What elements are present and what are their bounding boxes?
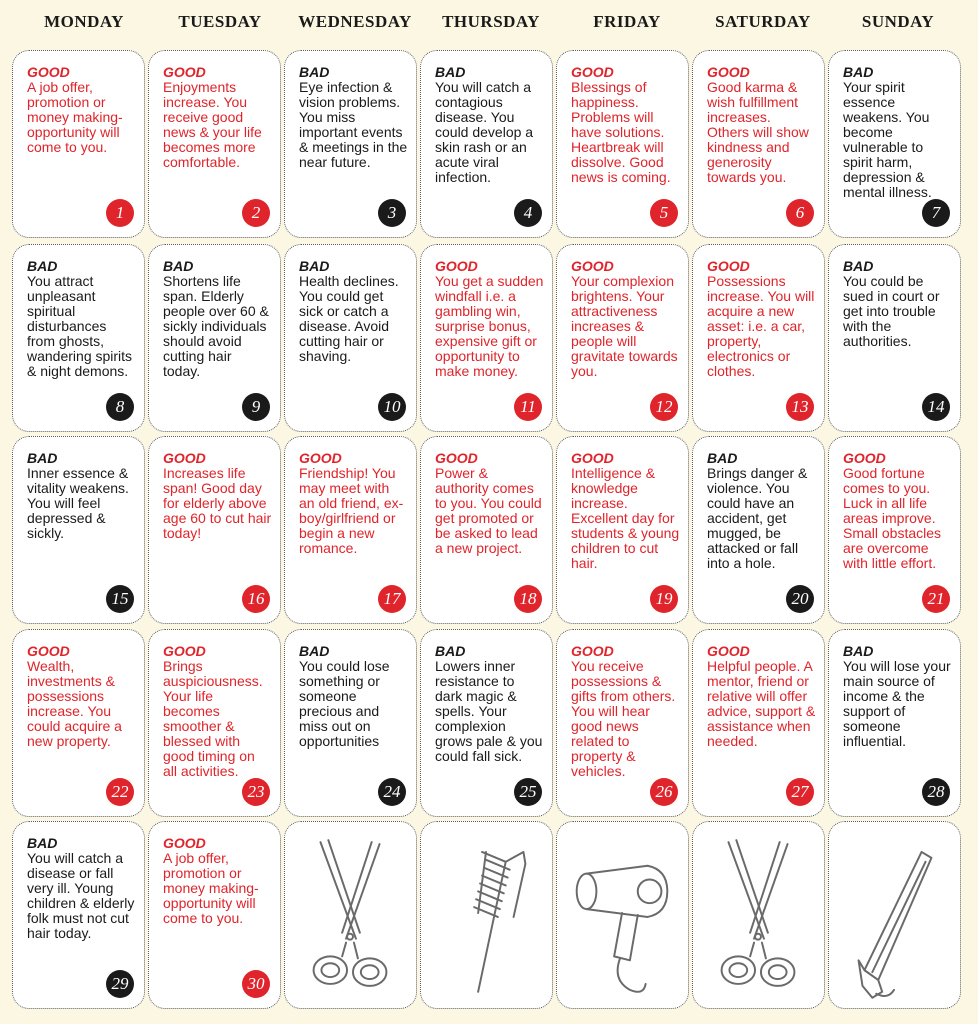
day-number-badge: 17 bbox=[378, 585, 406, 613]
day-description: Friendship! You may meet with an old friend, ex-boy/girlfriend or begin a new romance. bbox=[299, 465, 404, 556]
day-number-badge: 8 bbox=[106, 393, 134, 421]
day-cell-24 bbox=[284, 629, 417, 817]
day-number-badge: 4 bbox=[514, 199, 542, 227]
day-cell-19 bbox=[556, 436, 689, 624]
day-content bbox=[435, 259, 544, 379]
day-cell-7 bbox=[828, 50, 961, 238]
day-description: You will catch a contagious disease. You could develop a skin rash or an acute viral infection. bbox=[435, 79, 534, 185]
day-content bbox=[707, 451, 816, 571]
day-number-badge: 22 bbox=[106, 778, 134, 806]
day-rating: BAD bbox=[843, 258, 874, 274]
day-rating: GOOD bbox=[163, 643, 206, 659]
day-description: A job offer, promotion or money making-opportunity will come to you. bbox=[163, 850, 259, 926]
day-number-badge: 26 bbox=[650, 778, 678, 806]
day-cell-21 bbox=[828, 436, 961, 624]
day-cell-25 bbox=[420, 629, 553, 817]
tool-cell-5 bbox=[828, 821, 961, 1009]
day-content bbox=[163, 644, 272, 779]
day-rating: GOOD bbox=[571, 258, 614, 274]
day-description: You will catch a disease or fall very ill. Young children & elderly folk must not cut hair today. bbox=[27, 850, 135, 941]
day-cell-11 bbox=[420, 244, 553, 432]
day-rating: GOOD bbox=[27, 64, 70, 80]
day-description: Inner essence & vitality weakens. You will feel depressed & sickly. bbox=[27, 465, 129, 541]
day-description: Health declines. You could get sick or catch a disease. Avoid cutting hair or shaving. bbox=[299, 273, 399, 364]
day-rating: GOOD bbox=[163, 835, 206, 851]
day-rating: BAD bbox=[435, 643, 466, 659]
day-rating: GOOD bbox=[843, 450, 886, 466]
day-description: Helpful people. A mentor, friend or relative will offer advice, support & assistance when needed. bbox=[707, 658, 816, 749]
day-rating: BAD bbox=[707, 450, 738, 466]
day-content bbox=[27, 65, 136, 155]
day-number-badge: 30 bbox=[242, 970, 270, 998]
day-rating: GOOD bbox=[571, 450, 614, 466]
day-rating: GOOD bbox=[435, 258, 478, 274]
day-description: You could be sued in court or get into trouble with the authorities. bbox=[843, 273, 940, 349]
day-number-badge: 19 bbox=[650, 585, 678, 613]
day-description: Enjoyments increase. You receive good news & your life becomes more comfortable. bbox=[163, 79, 262, 170]
day-number-badge: 11 bbox=[514, 393, 542, 421]
day-rating: BAD bbox=[843, 643, 874, 659]
day-content bbox=[707, 259, 816, 379]
day-description: Your spirit essence weakens. You become vulnerable to spirit harm, depression & mental illness. bbox=[843, 79, 932, 200]
day-number-badge: 18 bbox=[514, 585, 542, 613]
day-number-badge: 24 bbox=[378, 778, 406, 806]
day-number-badge: 3 bbox=[378, 199, 406, 227]
day-cell-9 bbox=[148, 244, 281, 432]
day-cell-15 bbox=[12, 436, 145, 624]
day-description: Brings auspiciousness. Your life becomes smoother & blessed with good timing on all activities. bbox=[163, 658, 263, 779]
day-description: Your complexion brightens. Your attractiveness increases & people will gravitate towards you. bbox=[571, 273, 678, 379]
day-cell-23 bbox=[148, 629, 281, 817]
day-content bbox=[571, 451, 680, 571]
day-rating: GOOD bbox=[571, 643, 614, 659]
day-content bbox=[299, 451, 408, 556]
day-cell-8 bbox=[12, 244, 145, 432]
day-number-badge: 9 bbox=[242, 393, 270, 421]
day-cell-1 bbox=[12, 50, 145, 238]
day-cell-10 bbox=[284, 244, 417, 432]
day-rating: BAD bbox=[27, 835, 58, 851]
day-content bbox=[707, 644, 816, 749]
day-cell-18 bbox=[420, 436, 553, 624]
day-cell-6 bbox=[692, 50, 825, 238]
day-cell-3 bbox=[284, 50, 417, 238]
weekday-wednesday: WEDNESDAY bbox=[298, 12, 412, 31]
weekday-monday: MONDAY bbox=[44, 12, 124, 31]
day-description: You get a sudden windfall i.e. a gambling win, surprise bonus, expensive gift or opportunity to make money. bbox=[435, 273, 544, 379]
day-cell-29 bbox=[12, 821, 145, 1009]
day-rating: BAD bbox=[163, 258, 194, 274]
day-rating: BAD bbox=[299, 643, 330, 659]
day-number-badge: 15 bbox=[106, 585, 134, 613]
day-description: Good karma & wish fulfillment increases. Others will show kindness and generosity towards you. bbox=[707, 79, 809, 185]
day-content bbox=[27, 836, 136, 941]
day-rating: GOOD bbox=[163, 450, 206, 466]
day-number-badge: 16 bbox=[242, 585, 270, 613]
day-content bbox=[163, 259, 272, 379]
day-cell-4 bbox=[420, 50, 553, 238]
day-rating: BAD bbox=[843, 64, 874, 80]
day-content bbox=[435, 65, 544, 185]
day-rating: BAD bbox=[299, 258, 330, 274]
day-description: A job offer, promotion or money making-opportunity will come to you. bbox=[27, 79, 123, 155]
day-number-badge: 5 bbox=[650, 199, 678, 227]
day-description: Possessions increase. You will acquire a new asset: i.e. a car, property, electronics or clothes. bbox=[707, 273, 815, 379]
day-number-badge: 27 bbox=[786, 778, 814, 806]
day-number-badge: 14 bbox=[922, 393, 950, 421]
day-number-badge: 28 bbox=[922, 778, 950, 806]
day-description: Good fortune comes to you. Luck in all life areas improve. Small obstacles are overcome with little effort. bbox=[843, 465, 942, 571]
day-rating: BAD bbox=[435, 64, 466, 80]
day-content bbox=[435, 451, 544, 556]
day-description: Wealth, investments & possessions increase. You could acquire a new property. bbox=[27, 658, 122, 749]
day-cell-27 bbox=[692, 629, 825, 817]
day-number-badge: 12 bbox=[650, 393, 678, 421]
day-content bbox=[843, 65, 952, 200]
day-content bbox=[843, 644, 952, 749]
day-description: Increases life span! Good day for elderly above age 60 to cut hair today! bbox=[163, 465, 272, 541]
day-content bbox=[27, 451, 136, 541]
day-content bbox=[843, 451, 952, 571]
tool-cell-1 bbox=[284, 821, 417, 1009]
day-number-badge: 20 bbox=[786, 585, 814, 613]
day-description: You receive possessions & gifts from others. You will hear good news related to property & vehicles. bbox=[571, 658, 676, 779]
tool-cell-4 bbox=[692, 821, 825, 1009]
day-description: You could lose something or someone precious and miss out on opportunities bbox=[299, 658, 390, 749]
day-content bbox=[571, 259, 680, 379]
day-content bbox=[163, 451, 272, 541]
day-cell-14 bbox=[828, 244, 961, 432]
day-rating: GOOD bbox=[707, 258, 750, 274]
day-number-badge: 2 bbox=[242, 199, 270, 227]
day-number-badge: 13 bbox=[786, 393, 814, 421]
day-content bbox=[27, 644, 136, 749]
tool-cell-3 bbox=[556, 821, 689, 1009]
day-content bbox=[571, 644, 680, 779]
weekday-friday: FRIDAY bbox=[593, 12, 661, 31]
day-number-badge: 7 bbox=[922, 199, 950, 227]
day-cell-20 bbox=[692, 436, 825, 624]
day-content bbox=[571, 65, 680, 185]
day-content bbox=[435, 644, 544, 764]
day-content bbox=[707, 65, 816, 185]
day-description: You will lose your main source of income & the support of someone influential. bbox=[843, 658, 951, 749]
day-content bbox=[299, 65, 408, 170]
day-rating: BAD bbox=[27, 258, 58, 274]
day-cell-26 bbox=[556, 629, 689, 817]
day-description: Intelligence & knowledge increase. Excellent day for students & young children to cut hair. bbox=[571, 465, 680, 571]
weekday-thursday: THURSDAY bbox=[442, 12, 540, 31]
tool-cell-2 bbox=[420, 821, 553, 1009]
day-number-badge: 25 bbox=[514, 778, 542, 806]
day-description: Power & authority comes to you. You could get promoted or be asked to lead a new project. bbox=[435, 465, 542, 556]
day-content bbox=[299, 259, 408, 364]
day-content bbox=[299, 644, 408, 749]
day-rating: GOOD bbox=[707, 643, 750, 659]
day-cell-17 bbox=[284, 436, 417, 624]
day-rating: BAD bbox=[27, 450, 58, 466]
weekday-sunday: SUNDAY bbox=[861, 12, 935, 31]
day-number-badge: 21 bbox=[922, 585, 950, 613]
day-rating: GOOD bbox=[163, 64, 206, 80]
day-rating: GOOD bbox=[27, 643, 70, 659]
day-description: Eye infection & vision problems. You miss important events & meetings in the near future. bbox=[299, 79, 408, 170]
day-description: You attract unpleasant spiritual disturbances from ghosts, wandering spirits & night demons. bbox=[27, 273, 133, 379]
day-content bbox=[163, 65, 272, 170]
day-cell-30 bbox=[148, 821, 281, 1009]
day-number-badge: 6 bbox=[786, 199, 814, 227]
day-cell-12 bbox=[556, 244, 689, 432]
day-number-badge: 23 bbox=[242, 778, 270, 806]
day-description: Brings danger & violence. You could have an accident, get mugged, be attacked or fall into a hole. bbox=[707, 465, 808, 571]
day-cell-16 bbox=[148, 436, 281, 624]
day-cell-5 bbox=[556, 50, 689, 238]
day-rating: GOOD bbox=[435, 450, 478, 466]
day-cell-13 bbox=[692, 244, 825, 432]
day-description: Blessings of happiness. Problems will have solutions. Heartbreak will dissolve. Good news is coming. bbox=[571, 79, 671, 185]
day-number-badge: 10 bbox=[378, 393, 406, 421]
day-rating: GOOD bbox=[571, 64, 614, 80]
weekday-tuesday: TUESDAY bbox=[178, 12, 262, 31]
day-rating: GOOD bbox=[299, 450, 342, 466]
day-rating: BAD bbox=[299, 64, 330, 80]
day-cell-2 bbox=[148, 50, 281, 238]
day-cell-28 bbox=[828, 629, 961, 817]
day-number-badge: 29 bbox=[106, 970, 134, 998]
weekday-saturday: SATURDAY bbox=[715, 12, 811, 31]
day-number-badge: 1 bbox=[106, 199, 134, 227]
day-description: Shortens life span. Elderly people over 60 & sickly individuals should avoid cutting hair today. bbox=[163, 273, 269, 379]
day-description: Lowers inner resistance to dark magic & spells. Your complexion grows pale & you could fall sick. bbox=[435, 658, 543, 764]
day-content bbox=[27, 259, 136, 379]
day-rating: GOOD bbox=[707, 64, 750, 80]
day-content bbox=[843, 259, 952, 349]
day-cell-22 bbox=[12, 629, 145, 817]
day-content bbox=[163, 836, 272, 926]
